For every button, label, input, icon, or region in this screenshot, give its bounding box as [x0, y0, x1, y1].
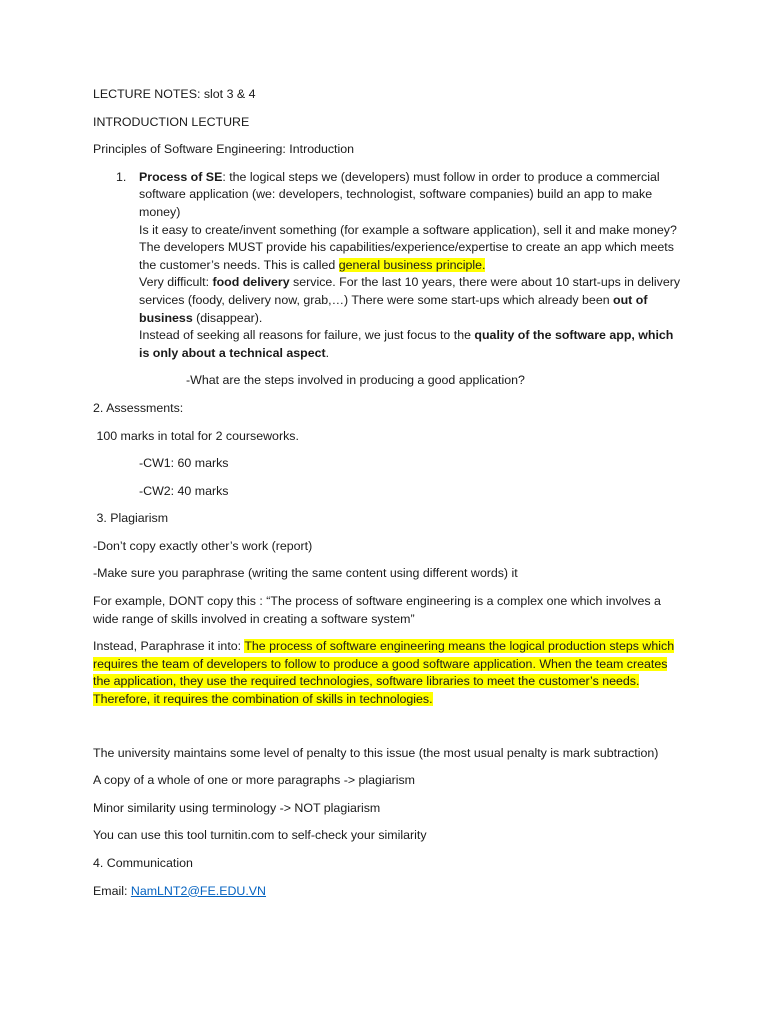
- paraphrase-intro: Instead, Paraphrase it into:: [93, 639, 245, 654]
- process-definition-text: : the logical steps we (developers) must follow in order to produce a commercial software application (we: developers, technologist, software companies) build an app to make money): [139, 169, 660, 219]
- plagiarism-rule-paraphrase: -Make sure you paraphrase (writing the same content using different words) it: [93, 566, 518, 581]
- communication-heading: 4. Communication: [93, 856, 193, 870]
- list-item-process-of-se: [93, 169, 683, 363]
- email-label: Email:: [93, 883, 131, 898]
- out-of-business-bold: out of business: [139, 292, 648, 325]
- course-title: Principles of Software Engineering: Introduction: [93, 142, 355, 157]
- email-line: [93, 883, 683, 901]
- cw1-marks: -CW1: 60 marks: [139, 456, 229, 471]
- email-link[interactable]: NamLNT2@FE.EDU.VN: [130, 883, 267, 898]
- plagiarism-rule-copy: -Don’t copy exactly other’s work (report): [93, 538, 313, 553]
- plagiarism-example: For example, DONT copy this : “The process of software engineering is a complex one which involves a wide range of skills involved in creating a software system”: [93, 594, 661, 626]
- easy-question: Is it easy to create/invent something (for example a software application), sell it and make money?: [139, 222, 677, 237]
- list-number: 1.: [116, 169, 127, 184]
- quality-focus-bold: quality of the software app, which is only about a technical aspect: [139, 328, 674, 360]
- penalty-note: The university maintains some level of penalty to this issue (the most usual penalty is mark subtraction): [93, 745, 659, 760]
- steps-question: -What are the steps involved in producing a good application?: [186, 373, 525, 388]
- food-delivery-mid: service. For the last 10 years, there were about 10 start-ups in delivery services (foody, delivery now, grab,…) There were some start-ups which already been: [139, 275, 681, 307]
- plagiarism-heading: 3. Plagiarism: [93, 511, 169, 526]
- cw2-marks: -CW2: 40 marks: [139, 483, 229, 498]
- quality-focus: [139, 327, 683, 362]
- lecture-notes-heading: LECTURE NOTES: slot 3 & 4: [93, 87, 256, 101]
- paraphrase-example: [93, 638, 683, 708]
- copy-rule: A copy of a whole of one or more paragraphs -> plagiarism: [93, 773, 415, 788]
- assessments-total: 100 marks in total for 2 courseworks.: [93, 428, 299, 443]
- business-principle-text: The developers MUST provide his capabilities/experience/expertise to create an app which meets the customer’s needs. This is called: [139, 240, 674, 272]
- process-of-se-label: Process of SE: [139, 169, 223, 184]
- intro-lecture-heading: INTRODUCTION LECTURE: [93, 114, 250, 129]
- document-page: [93, 86, 683, 910]
- food-delivery-example: [139, 274, 683, 327]
- minor-similarity-rule: Minor similarity using terminology -> NOT plagiarism: [93, 800, 381, 815]
- quality-focus-post: .: [325, 345, 330, 360]
- process-definition: [139, 169, 683, 222]
- food-delivery-pre: Very difficult:: [139, 275, 213, 290]
- turnitin-tool-note: You can use this tool turnitin.com to self-check your similarity: [93, 828, 427, 843]
- assessments-heading: 2. Assessments:: [93, 400, 184, 415]
- food-delivery-bold: food delivery: [212, 275, 290, 290]
- food-delivery-post: (disappear).: [192, 310, 263, 325]
- highlighted-business-principle: general business principle.: [338, 257, 486, 272]
- business-principle: [139, 239, 683, 274]
- quality-focus-pre: Instead of seeking all reasons for failure, we just focus to the: [139, 328, 475, 343]
- highlighted-paraphrase: The process of software engineering means the logical production steps which requires the team of developers to follow to produce a good software application. When the team creates the application, they use the required technologies, software libraries to meet the customer’s needs. Therefore, it requires the combination of skills in technologies.: [93, 639, 675, 707]
